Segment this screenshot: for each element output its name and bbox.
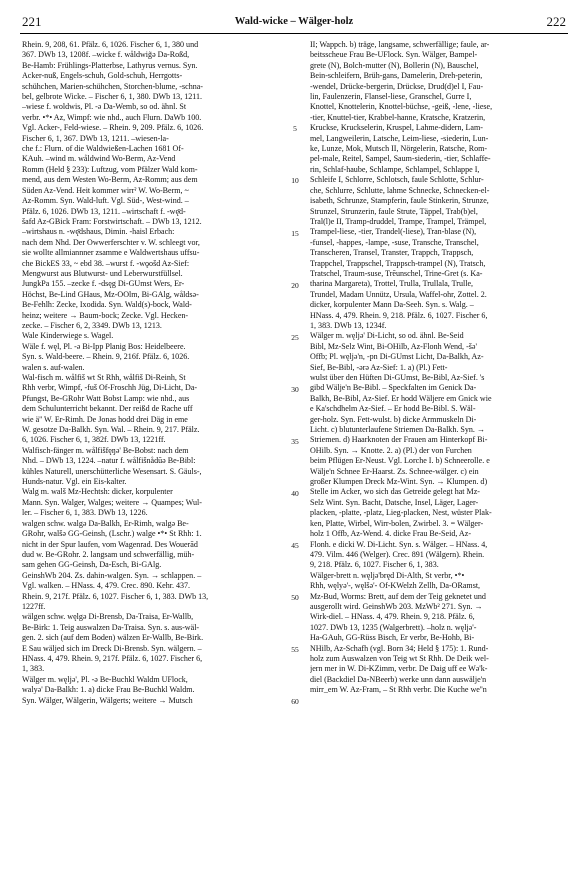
text-line: walgen schw. walgə Da-Balkh, Er-Rimh, walgə Be- (22, 518, 189, 528)
text-line: –wirtshaus n. -wę̄dshaus, Dimin. -haisl Erbach: (22, 227, 175, 237)
text-line: Rhein. 9, 217f. Pfälz. 6, 1027. Fischer 6, 1, 383. DWb 13, (22, 591, 209, 601)
line-number: 60 (291, 697, 299, 707)
text-line: che BickES 33, ~ ebd 38. –wurst f. -wǫošd Az-Sief: (22, 258, 190, 268)
text-line: -tier, Knuttel-tier, Krabbel-hanne, Kratsche, Kratzerin, (310, 112, 486, 122)
text-line: Rhein. 9, 208, 61. Pfälz. 6, 1026. Fischer 6, 1, 380 und (22, 40, 199, 49)
text-line: -funsel, -happes, -lampe, -suse, Transche, Transchel, (310, 237, 479, 247)
text-line: Tral(l)e II, Tramp-druddel, Trampe, Trampel, Trämpel, (310, 216, 487, 226)
text-line: nach dem Nhd. Der Owwerferschter v. W. schleegt vor, (22, 237, 200, 247)
page-header (20, 12, 568, 32)
text-line: Wälger m. węljə', Pl. -ə Be-Buchkl Waldm UFlock, (22, 674, 188, 684)
text-line: wie ä'' W. Er-Rimh. De Jonas hodd drei Däg in eme (22, 414, 188, 424)
text-line: Vgl. walken. – HNass. 4, 479. Crec. 890. Kehr. 437. (22, 581, 191, 591)
text-line: gen. 2. sich (auf dem Boden) wälzen Er-Wallb, Be-Birk. (22, 633, 204, 643)
text-line: W. gesotze Da-Balkh. Syn. Wal. – Rhein. 9, 217. Pfälz. (22, 425, 200, 435)
text-line: Syn. s. Wald-beere. – Rhein. 9, 216f. Pfälz. 6, 1026. (22, 352, 190, 362)
line-number: 30 (291, 384, 299, 394)
text-line: Flonh. e dicki W. Di-Licht. Syn. s. Wälger. – HNass. 4, (310, 539, 488, 549)
text-line: Hunds-natur. Vgl. ein Eis-kalter. (22, 477, 127, 487)
text-line: Knottel, Knottelerin, Knottel-büchse, -geiß, -lene, -liese, (310, 102, 493, 112)
page-number-right: 222 (546, 14, 566, 29)
text-line: Wal-fisch m. wålfiš wt St Rhh, wålfiš Di-Reinh, St (22, 373, 186, 382)
text-line: jern mer in W. Di-KZimm, verbr. De Daig uff ee Wə'k- (310, 664, 488, 674)
header-rule (20, 33, 568, 34)
text-line: che f.: Flurn. of die Waldwießen-Lachen 1681 Of- (22, 144, 184, 154)
text-line: Rhh, węlyə'-, węlšə'- Of-KWelzh Zellh, Da-ORamst, (310, 581, 481, 591)
text-line: e Ka'schdhelm Az-Sief. – Er hodd Be-Bibl. S. Wäl- (310, 404, 476, 414)
text-line: ger-holz. Syn. Fett-wulst. b) dicke Armmuskeln Di- (310, 414, 477, 424)
text-line: Tratschel, Traum-suse, Trēunschel, Trine-Gret (s. Ka- (310, 268, 483, 278)
text-line: Pfungst, Be-GRohr Watt Bobst Lamp: wie nhd., aus (22, 393, 190, 403)
text-line: beitsscheue Frau Be-UFlock. Syn. Wälger, Bampel- (310, 50, 478, 60)
text-line: wulst über den Hüften Di-GUmst, Be-Bibl, Az-Sief. 's (310, 373, 485, 382)
text-line: dem Schulunterricht bekannt. Der reißd de Rache uff (22, 404, 193, 414)
text-line: Licht. c) blutunterlaufene Striemen Da-Balkh. Syn. → (310, 425, 485, 435)
text-line: 1227ff. (22, 601, 46, 611)
text-line: II; Wappch. b) träge, langsame, schwerfällige; faule, ar- (310, 40, 490, 49)
line-number: 45 (291, 541, 299, 551)
text-line: Ha-GAuh, GG-Rüss Bisch, Er verbr, Be-Hohb, Bi- (310, 633, 475, 643)
text-line: Wälger m. węljə' Di-Licht, so od. ähnl. Be-Seid (310, 331, 464, 341)
text-line: Be-Birk: 1. Teig auswalzen Da-Traisa. Syn. s. aus-wäl- (22, 622, 200, 632)
text-line: Mz-Bud, Worms: Brett, auf dem der Teig geknetet und (310, 591, 486, 601)
text-line: GRohr, walšə GG-Geinsh, (Lschr.) walge •*• St Rhh: 1. (22, 529, 202, 539)
text-line: Transcheren, Transel, Transter, Trappch, Trappsch, (310, 248, 474, 258)
text-line: 479. Vilm. 446 (Welger). Crec. 891 (Wälgern). Rhein. (310, 549, 485, 559)
text-line: HNass. 4, 479. Rhein. 9, 218. Pfälz. 6, 1027. Fischer 6, (310, 310, 488, 320)
text-line: lin, Faulenzerin, Flansel-liese, Granschel, Gurre I, (310, 92, 472, 102)
text-line: Wäle f. węl, Pl. -ə Bi-Ipp Planig Bos: Heidelbeere. (22, 341, 186, 351)
text-line: sam gehen GG-Geinsh, Da-Esch, Bi-GAlg. (22, 560, 162, 570)
text-line: che, Schlurre, Schlutte, lahme Schnecke, Schnecken-el- (310, 185, 490, 195)
text-line: Bibl, Mz-Selz Wint, Bi-OHilb, Az-Flonh Wend, -šə' (310, 341, 477, 351)
text-line: Fischer 6, 1, 367. DWb 13, 1211. –wiesen-la- (22, 133, 169, 143)
text-line: 1, 383. DWb 13, 1234f. (310, 320, 387, 330)
text-line: sie wollte allmiannner zsamme e Waldwertshaus uffsu- (22, 248, 200, 258)
text-line: ken, Platte, Wirbel, Wirr-bolen, Zwirbel. 3. = Wälger- (310, 518, 484, 528)
text-line: JungkPa 155. –zecke f. -dsęg Di-GUmst Wers, Er- (22, 279, 185, 289)
text-line: HNass. 4, 479. Rhein. 9, 217f. Pfälz. 6, 1027. Fischer 6, (22, 653, 203, 663)
text-line: Wälje'n Schnee Er-Haarst. Zs. Schnee-wälger. c) ein (310, 466, 479, 476)
text-line: Romm (Held § 233): Luftzug, vom Pfälzer Wald kom- (22, 164, 198, 174)
text-line: mend, aus dem Westen Wo-Berm, Az-Romm; aus dem (22, 175, 198, 185)
text-line: ausgerollt wird. GeinshWb 203. MzWb² 271. Syn. → (310, 601, 483, 611)
text-line: Wirk-diel. – HNass. 4, 479. Rhein. 9, 218. Pfälz. 6, (310, 612, 475, 622)
page-number-left: 221 (22, 14, 42, 29)
text-line: diel (Backdiel Da-NBeerb) werke unn dann auswälje'n (310, 674, 487, 684)
text-line: Wälger-brett n. węljə'bręd Di-Alth, St verbr, •*• (310, 570, 465, 580)
text-line: mirr_em W. Az-Fram, – St Rhh verbr. Die Kuche we''n (310, 685, 487, 695)
line-number: 40 (291, 489, 299, 499)
right-column (310, 40, 568, 870)
text-line: grete (N), Bolch-mutter (N), Bollerin (N), Bauschel, (310, 60, 479, 70)
text-line: schühchen, Marien-schühchen, Storchen-blume, -schna- (22, 81, 203, 91)
line-number: 50 (291, 593, 299, 603)
text-line: Nhd. – DWb 13, 1224. –natur f. wålfišnådūə Be-Bibl: (22, 456, 196, 466)
text-line: Süden Az-Vend. Heit kommer wirrˀ W. Wo-Berm, ~ (22, 185, 189, 195)
text-line: pel-male, Reitel, Sampel, Saum-siederin, -tier, Schlaffe- (310, 154, 491, 164)
text-line: Strunzel, Strunzerin, faule Strute, Täppel, Trab(b)el, (310, 206, 478, 216)
text-line: kühles Naturell, unerschütterliche Wesensart. S. Gäuls-, (22, 466, 202, 476)
running-title: Wald-wicke – Wälger-holz (234, 16, 354, 27)
text-line: Wale Kinderwiege s. Wagel. (22, 331, 114, 341)
text-line: Trampel-liese, -tier, Trandel(-liese), Tran-blase (N), (310, 227, 477, 237)
text-line: Walg m. walš Mz-Hechtsh: dicker, korpulenter (22, 487, 173, 497)
text-line: tharina Margareta), Trottel, Trulla, Trullala, Trulle, (310, 279, 474, 289)
line-number: 35 (291, 436, 299, 446)
text-line: 1, 383. (22, 664, 45, 674)
text-line: Sief, Be-Bibl, -ərə Az-Sief: 1. a) (Pl.) Fett- (310, 362, 448, 372)
text-line: 6, 1026. Fischer 6, 1, 382f. DWb 13, 1221ff. (22, 435, 166, 445)
line-number: 55 (291, 645, 299, 655)
text-line: 367. DWb 13, 1208f. –wicke f. wåldwig̃ə Da-Roßd, (22, 50, 190, 60)
text-line: wälgen schw. węlgə Di-Brensb, Da-Traisa, Er-Wallb, (22, 612, 194, 622)
text-line: šafd Az-GBick Fram: Forstwirtschaft. – DWb 13, 1212. (22, 216, 202, 226)
text-line: Be-Hamb: Frühlings-Platterbse, Lathyrus vernus. Syn. (22, 60, 198, 70)
text-line: 9, 218. Pfälz. 6, 1027. Fischer 6, 1, 383. (310, 560, 439, 570)
text-line: rin, Schlaf-haube, Schlampe, Schlampel, Schlappe I, (310, 164, 480, 174)
text-line: walen s. auf-walen. (22, 362, 85, 372)
left-column (22, 40, 280, 870)
text-line: heinz; weitere → Baum-bock; Zecke. Vgl. Hecken- (22, 310, 189, 320)
text-line: Syn. Wälger, Wälgerin, Wälgerts; weitere → Mutsch (22, 695, 193, 705)
text-line: E Sau wäljed sich im Dreck Di-Brensb. Syn. wälgern. – (22, 643, 202, 653)
text-line: OHilb. Syn. → Knotte. 2. a) (Pl.) der von Furchen (310, 445, 472, 455)
text-line: dicker, korpulenter Mann Da-Seeh. Syn. s. Walg. – (310, 300, 474, 310)
text-line: Höchst, Be-Lind GHaus, Mz-OOlm, Bi-GAlg, wåldsə- (22, 289, 199, 299)
text-line: Kruckse, Kruckselerin, Kruspel, Lahme-didern, Lam- (310, 123, 483, 133)
text-line: isabeth, Schrunze, Stampferin, faule Stinkerin, Strunze, (310, 196, 489, 206)
line-number: 10 (291, 176, 299, 186)
text-line: Mann. Syn. Walger, Walges; weitere → Quampes; Wul- (22, 497, 202, 507)
text-line: Stelle im Acker, wo sich das Getreide gelegt hat Mz- (310, 487, 480, 497)
text-line: dud w. Be-GRohr. 2. langsam und schwerfällig, müh- (22, 549, 195, 559)
text-line: Pfälz. 6, 1026. DWb 13, 1211. –wirtschaft f. -wę̄d- (22, 206, 186, 216)
text-line: NHilb, Az-Schafh (vgl. Born 34; Held § 175): 1. Rund- (310, 643, 489, 653)
text-line: 1027. DWb 13, 1235 (Walgerbrett). –holz n. węljə'- (310, 622, 477, 632)
text-line: Schleife I, Schlorre, Schlotsch, faule Schlotte, Schlur- (310, 175, 484, 185)
text-line: Be-Fehlh: Zecke, Ixodida. Syn. Wald(s)-bock, Wald- (22, 300, 192, 310)
text-line: beim Pflügen Er-Neust. Vgl. Lorche I. b) Schneerolle. e (310, 456, 490, 466)
text-line: Trappchel, Trappschel, Trappsch-trampel (N), Tratsch, (310, 258, 486, 268)
text-line: –wiese f. woldwis, Pl. -ə Da-Wemb, so od. ähnl. St (22, 102, 187, 112)
text-line: bel, gelbrote Wicke. – Fischer 6, 1, 380. DWb 13, 1211. (22, 92, 203, 102)
text-line: zecke. – Fischer 6, 2, 3349. DWb 13, 1213. (22, 320, 162, 330)
text-line: mel, Langweilerin, Latsche, Leim-liese, -siederin, Lun- (310, 133, 489, 143)
text-line: nicht in der Spur laufen, vom Wagenrad. Des Wouerād (22, 539, 198, 549)
text-line: gibd Wälje'n Be-Bibl. – Speckfalten im Genick Da- (310, 383, 477, 393)
text-line: holz 1 Offb, Az-Wend. 4. dicke Frau Be-Seid, Az- (310, 529, 471, 539)
text-line: ler. – Fischer 6, 1, 383. DWb 13, 1226. (22, 508, 148, 518)
text-line: Trundel, Madam Unnütz, Ursula, Waffel-ohr, Zottel. 2. (310, 289, 487, 299)
text-line: GeinshWb 204. Zs. dahin-walgen. Syn. → schlappen. – (22, 570, 202, 580)
text-line: KAuh. –wind m. wåldwind Wo-Berm, Az-Vend (22, 154, 176, 164)
text-line: walyə' Da-Balkh: 1. a) dicke Frau Be-Buchkl Waldm. (22, 685, 195, 695)
line-number: 25 (291, 332, 299, 342)
line-number: 15 (291, 228, 299, 238)
text-line: Walfisch-fänger m. wålfišfęŋə' Be-Bobst: nach dem (22, 445, 189, 455)
text-line: Balkh, Be-Bibl, Az-Sief. Er hodd Wäljere em Gnick wie (310, 393, 492, 403)
line-number: 20 (291, 280, 299, 290)
text-line: Offb; Pl. węljə'n, -pn Di-GUmst Licht, Da-Balkh, Az- (310, 352, 484, 362)
text-line: holz zum Auswalzen von Teig wt St Rhh. De Deik wel- (310, 653, 489, 663)
text-line: Rhh verbr, Wimpf, -fuš Of-Froschh Jüg, Di-Licht, Da- (22, 383, 198, 393)
text-line: Selz Wint. Syn. Bacht, Datsche, Insel, Läger, Lager- (310, 497, 479, 507)
text-line: -wendel, Drücke-bergerin, Drückse, Drud(d)el I, Fau- (310, 81, 484, 91)
text-line: Bein-schleifern, Brüh-gans, Damelerin, Dreh-peterin, (310, 71, 483, 81)
text-line: verbr. •*• Az, Wimpf: wie nhd., auch Flurn. DaWb 100. (22, 112, 202, 122)
text-line: ke, Lunze, Mok, Mutsch II, Nörgelerin, Ratsche, Rom- (310, 144, 488, 154)
line-number: 5 (293, 124, 297, 134)
text-line: Striemen. d) Haarknoten der Frauen am Hinterkopf Bi- (310, 435, 488, 445)
text-line: Vgl. Acker-, Feld-wiese. – Rhein. 9, 209. Pfälz. 6, 1026. (22, 123, 204, 133)
text-line: Acker-nuß, Engels-schuh, Gold-schuh, Herrgotts- (22, 71, 183, 81)
text-line: placken, -platte, -platz, Lieg-placken, Nest, wüster Plak- (310, 508, 492, 518)
text-line: Mengwurst aus Blutwurst- und Leberwurstfüllsel. (22, 268, 183, 278)
text-line: großer Klumpen Dreck Mz-Wint. Syn. → Klumpen. d) (310, 477, 488, 487)
text-line: Az-Romm. Syn. Wald-luft. Vgl. Süd-, West-wind. – (22, 196, 189, 206)
